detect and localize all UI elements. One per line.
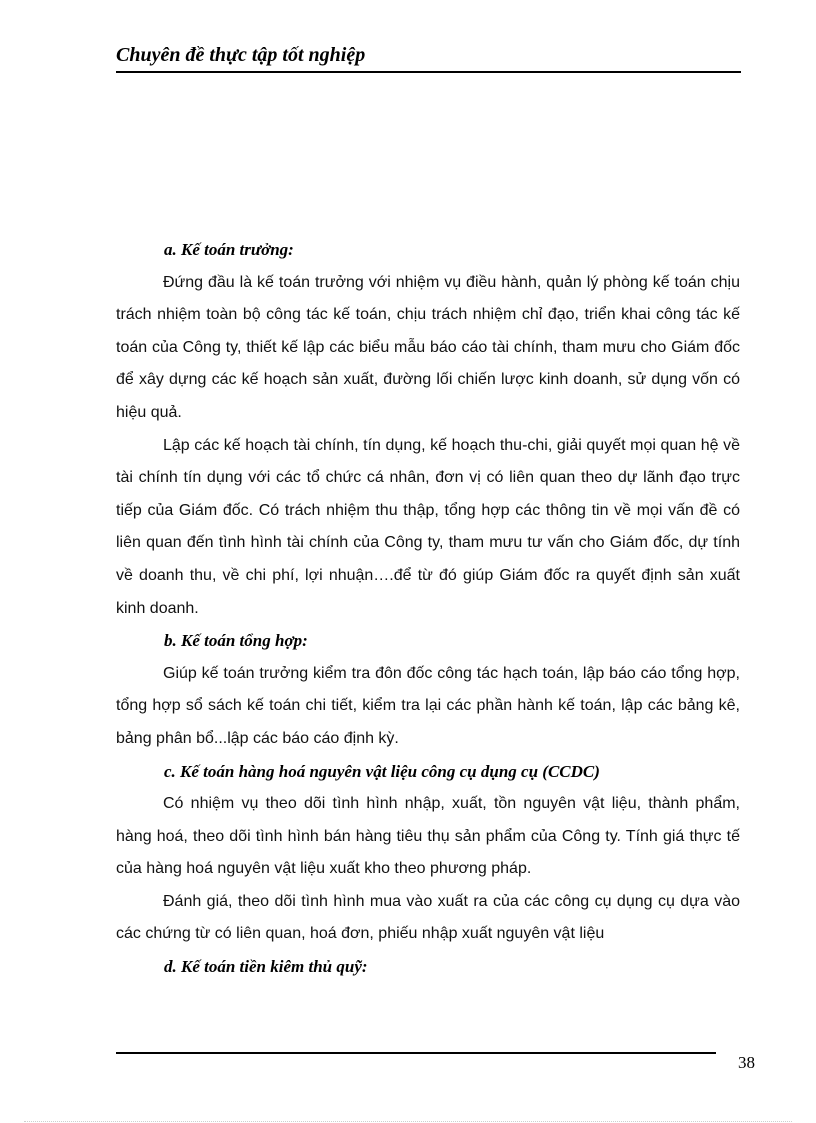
paragraph-c-1: Có nhiệm vụ theo dõi tình hình nhập, xuất, tồn nguyên vật liệu, thành phẩm, hàng hoá, theo dõi tình hình bán hàng tiêu thụ sản phẩm của Công ty. Tính giá thực tế của hàng hoá nguyên vật liệu xuất kho theo phương pháp. bbox=[116, 795, 740, 878]
page-bottom-border bbox=[24, 1121, 792, 1122]
paragraph-c-2: Đánh giá, theo dõi tình hình mua vào xuất ra của các công cụ dụng cụ dựa vào các chứng từ có liên quan, hoá đơn, phiếu nhập xuất nguyên vật liệu bbox=[116, 892, 740, 943]
running-header-title: Chuyên đề thực tập tốt nghiệp bbox=[116, 44, 366, 66]
header-divider bbox=[116, 71, 741, 73]
document-body bbox=[116, 234, 740, 984]
paragraph-a-2: Lập các kế hoạch tài chính, tín dụng, kế hoạch thu-chi, giải quyết mọi quan hệ về tài chính tín dụng với các tổ chức cá nhân, đơn vị có liên quan theo dự lãnh đạo trực tiếp của Giám đốc. Có trách nhiệm thu thập, tổng hợp các thông tin về mọi vấn đề có liên quan đến tình hình tài chính của Công ty, tham mưu tư vấn cho Giám đốc, dự tính về doanh thu, về chi phí, lợi nhuận….để từ đó giúp Giám đốc ra quyết định sản xuất kinh doanh. bbox=[116, 436, 740, 617]
footer-divider bbox=[116, 1052, 716, 1054]
section-heading-c: c. Kế toán hàng hoá nguyên vật liệu công cụ dụng cụ (CCDC) bbox=[164, 761, 600, 781]
paragraph-a-1: Đứng đầu là kế toán trưởng với nhiệm vụ điều hành, quản lý phòng kế toán chịu trách nhiệm toàn bộ công tác kế toán, chịu trách nhiệm chỉ đạo, triển khai công tác kế toán của Công ty, thiết kế lập các biểu mẫu báo cáo tài chính, tham mưu cho Giám đốc để xây dựng các kế hoạch sản xuất, đường lối chiến lược kinh doanh, sử dụng vốn có hiệu quả. bbox=[116, 273, 740, 421]
section-heading-b: b. Kế toán tổng hợp: bbox=[164, 631, 308, 651]
section-heading-a: a. Kế toán trưởng: bbox=[164, 240, 294, 259]
paragraph-b-1: Giúp kế toán trưởng kiểm tra đôn đốc công tác hạch toán, lập báo cáo tổng hợp, tổng hợp sổ sách kế toán chi tiết, kiểm tra lại các phần hành kế toán, lập các bảng kê, bảng phân bổ...lập các báo cáo định kỳ. bbox=[116, 664, 740, 747]
page-number: 38 bbox=[738, 1053, 755, 1072]
section-heading-d: d. Kế toán tiền kiêm thủ quỹ: bbox=[164, 957, 368, 977]
